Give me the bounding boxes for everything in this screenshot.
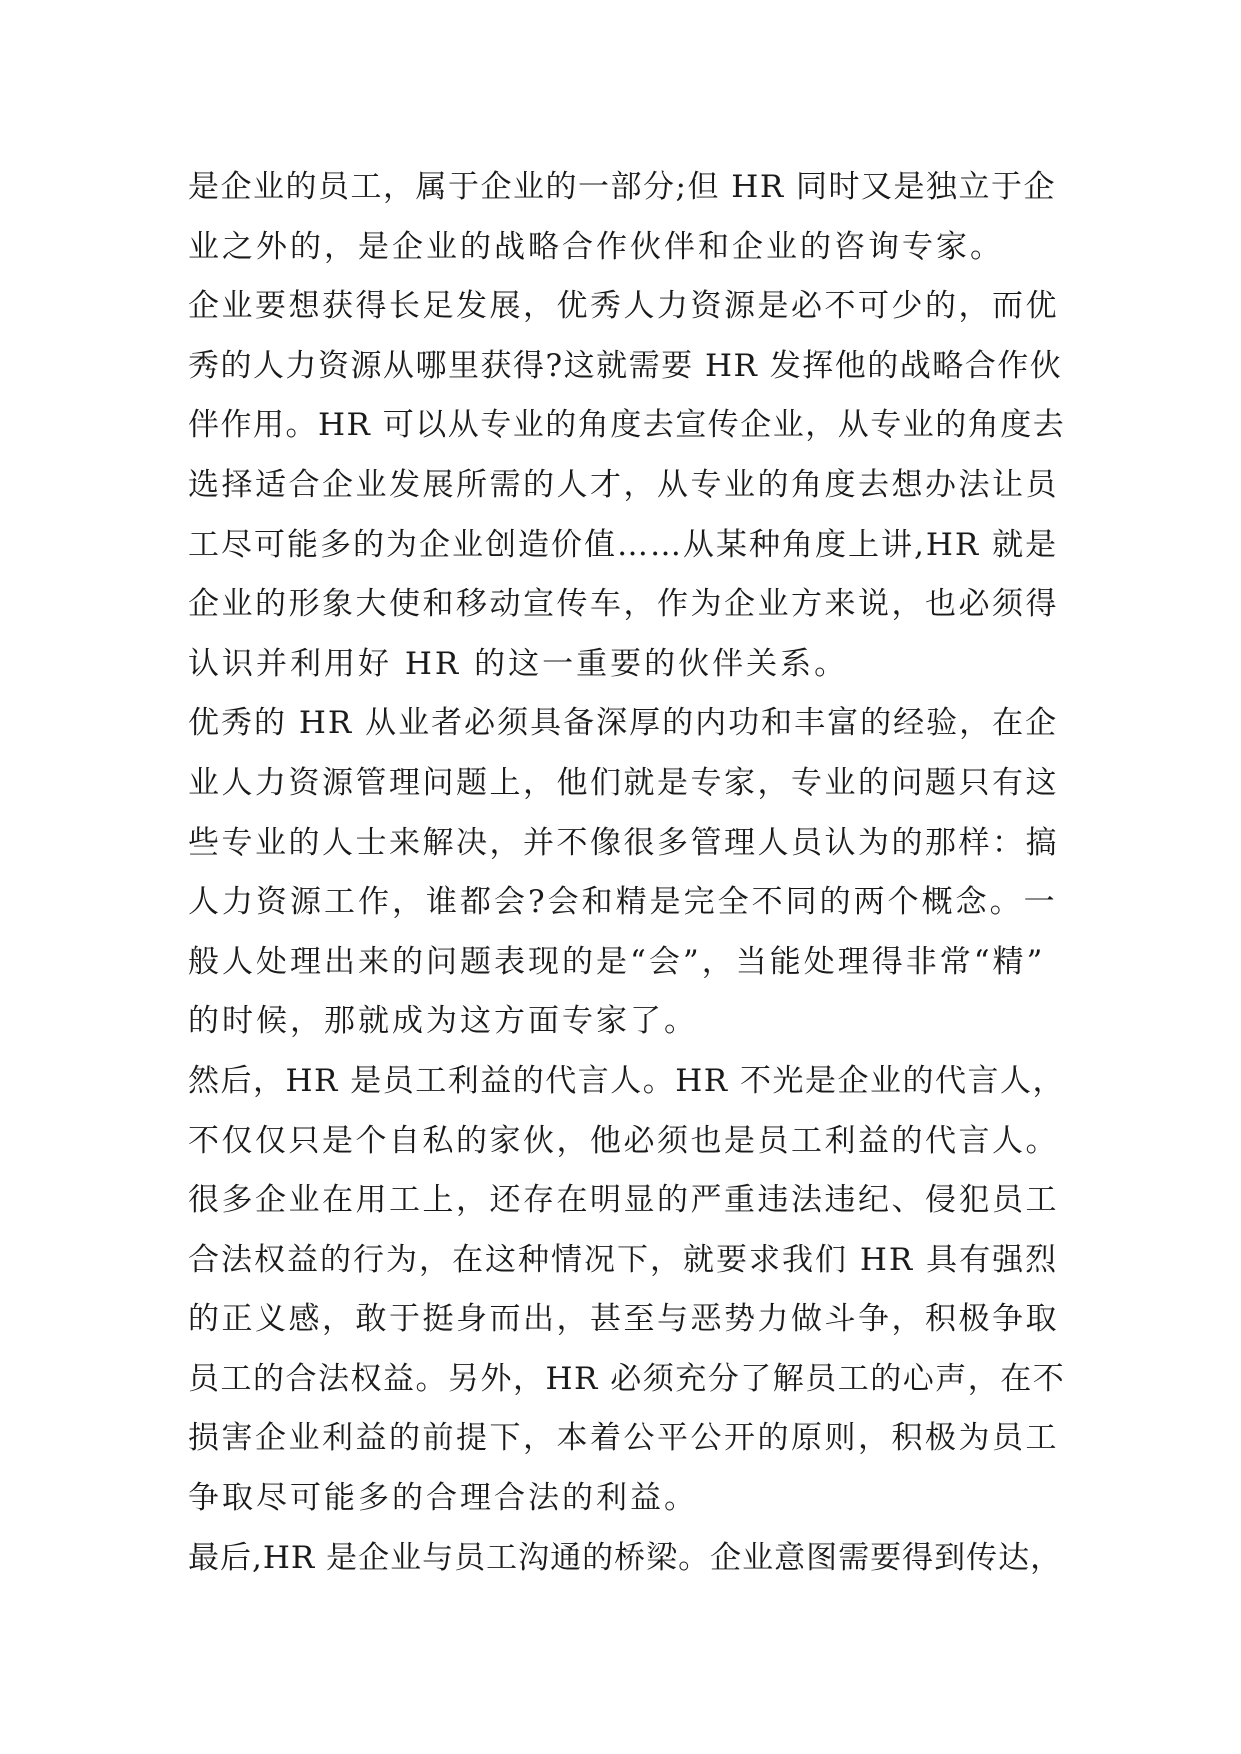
text-line: 最后,HR 是企业与员工沟通的桥梁。企业意图需要得到传达， bbox=[188, 1539, 1063, 1576]
text-line: 认识并利用好 HR 的这一重要的伙伴关系。 bbox=[188, 645, 849, 682]
text-line: 企业要想获得长足发展，优秀人力资源是必不可少的，而优 bbox=[188, 288, 1059, 325]
text-line: 般人处理出来的问题表现的是“会”，当能处理得非常“精” bbox=[188, 943, 1046, 980]
text-line: 业人力资源管理问题上，他们就是专家，专业的问题只有这 bbox=[188, 764, 1059, 801]
text-line: 业之外的，是企业的战略合作伙伴和企业的咨询专家。 bbox=[188, 228, 1004, 265]
text-line: 损害企业利益的前提下，本着公平公开的原则，积极为员工 bbox=[188, 1420, 1059, 1457]
text-line: 很多企业在用工上，还存在明显的严重违法违纪、侵犯员工 bbox=[188, 1182, 1059, 1219]
text-line: 选择适合企业发展所需的人才，从专业的角度去想办法让员 bbox=[188, 466, 1059, 503]
text-line: 员工的合法权益。另外，HR 必须充分了解员工的心声，在不 bbox=[188, 1360, 1066, 1397]
text-line: 的时候，那就成为这方面专家了。 bbox=[188, 1003, 698, 1040]
text-line: 企业的形象大使和移动宣传车，作为企业方来说，也必须得 bbox=[188, 586, 1059, 623]
text-line: 些专业的人士来解决，并不像很多管理人员认为的那样：搞 bbox=[188, 824, 1059, 861]
text-line: 然后，HR 是员工利益的代言人。HR 不光是企业的代言人， bbox=[188, 1062, 1065, 1099]
text-line: 秀的人力资源从哪里获得?这就需要 HR 发挥他的战略合作伙 bbox=[188, 347, 1063, 384]
text-line: 伴作用。HR 可以从专业的角度去宣传企业，从专业的角度去 bbox=[188, 407, 1066, 444]
text-line: 工尽可能多的为企业创造价值……从某种角度上讲,HR 就是 bbox=[188, 526, 1059, 563]
text-line: 不仅仅只是个自私的家伙，他必须也是员工利益的代言人。 bbox=[188, 1122, 1059, 1159]
document-page bbox=[188, 158, 1068, 1588]
text-line: 优秀的 HR 从业者必须具备深厚的内功和丰富的经验，在企 bbox=[188, 705, 1059, 742]
text-line: 是企业的员工，属于企业的一部分;但 HR 同时又是独立于企 bbox=[188, 169, 1057, 205]
text-line: 合法权益的行为，在这种情况下，就要求我们 HR 具有强烈 bbox=[188, 1241, 1059, 1278]
text-line: 争取尽可能多的合理合法的利益。 bbox=[188, 1480, 698, 1517]
text-line: 的正义感，敢于挺身而出，甚至与恶势力做斗争，积极争取 bbox=[188, 1301, 1059, 1338]
text-line: 人力资源工作，谁都会?会和精是完全不同的两个概念。一 bbox=[188, 884, 1058, 921]
